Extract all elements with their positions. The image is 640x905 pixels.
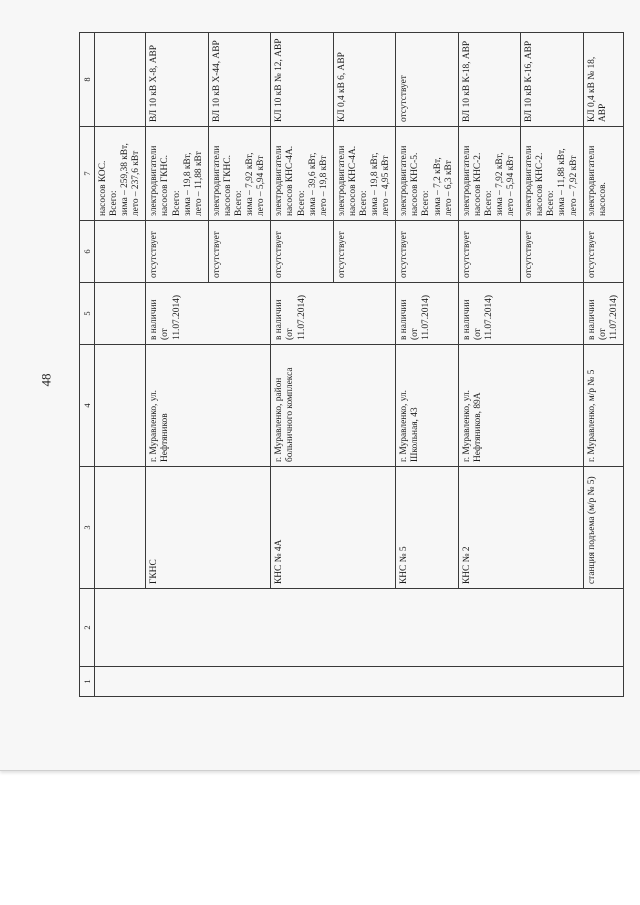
col6-status: отсутствует (458, 221, 520, 283)
object-name: КНС № 5 (396, 467, 458, 589)
col6-status: отсутствует (521, 221, 583, 283)
availability-status: в наличии (от 11.07.2014) (458, 283, 583, 345)
header-cell-1: 1 (80, 667, 95, 697)
table-row (95, 33, 146, 697)
object-name: КНС № 2 (458, 467, 583, 589)
power-source: ВЛ 10 кВ Х-8, АВР (146, 33, 208, 127)
cell-col4 (95, 345, 146, 467)
col6-status: отсутствует (271, 221, 333, 283)
cell-consumers: насосов КОС. Всего: зима – 259,38 кВт, лето – 237,6 кВт (95, 127, 146, 221)
cell-consumers: электродвигатели насосов КНС-4А. Всего: зима – 39,6 кВт, лето – 19,8 кВт (271, 127, 333, 221)
header-cell-5: 5 (80, 283, 95, 345)
object-address: г. Муравленко, ул. Нефтяников (146, 345, 271, 467)
equipment-table (79, 32, 624, 697)
object-address: г. Муравленко, район больничного комплекса (271, 345, 396, 467)
header-number-row (80, 33, 95, 697)
object-name: ГКНС (146, 467, 271, 589)
rotated-table-container (79, 33, 618, 697)
cell-consumers: электродвигатели насосов КНС-4А. Всего: зима – 19,8 кВт, лето – 4,95 кВт (333, 127, 395, 221)
cell-col3 (95, 467, 146, 589)
cell-consumers: электродвигатели насосов КНС-5. Всего: зима – 7,2 кВт, лето – 6,3 кВт (396, 127, 458, 221)
availability-status: в наличии (от 11.07.2014) (396, 283, 458, 345)
power-source: отсутствует (396, 33, 458, 127)
object-address: г. Муравленко, м/р № 5 (583, 345, 623, 467)
object-address: г. Муравленко, ул. Нефтяников, 89А (458, 345, 583, 467)
power-source: КЛ 10 кВ № 12, АВР (271, 33, 333, 127)
availability-status: в наличии (от 11.07.2014) (583, 283, 623, 345)
header-cell-6: 6 (80, 221, 95, 283)
header-cell-3: 3 (80, 467, 95, 589)
object-name: станция подъема (м/р № 5) (583, 467, 623, 589)
power-source: КЛ 0,4 кВ № 18, АВР (583, 33, 623, 127)
object-address: г. Муравленко, ул. Школьная, 43 (396, 345, 458, 467)
power-source: ВЛ 10 кВ К-18, АВР (458, 33, 520, 127)
cell-consumers: электродвигатели насосов КНС-2. Всего: зима – 7,92 кВт, лето – 5,94 кВт (458, 127, 520, 221)
col6-status: отсутствует (208, 221, 270, 283)
power-source: ВЛ 10 кВ К-16, АВР (521, 33, 583, 127)
header-cell-4: 4 (80, 345, 95, 467)
col6-status: отсутствует (146, 221, 208, 283)
page-number: 48 (38, 373, 54, 387)
cell-consumers: электродвигатели насосов ГКНС. Всего: зима – 7,92 кВт, лето – 5,94 кВт (208, 127, 270, 221)
cell-consumers: электродвигатели насосов. (583, 127, 623, 221)
object-name: КНС № 4А (271, 467, 396, 589)
cell-col8 (95, 33, 146, 127)
power-source: ВЛ 10 кВ Х-44, АВР (208, 33, 270, 127)
header-cell-7: 7 (80, 127, 95, 221)
power-source: КЛ 0,4 кВ 6, АВР (333, 33, 395, 127)
header-cell-2: 2 (80, 589, 95, 667)
cell-consumers: электродвигатели насосов КНС-2. Всего: зима – 11,88 кВт, лето – 7,92 кВт (521, 127, 583, 221)
col6-status: отсутствует (333, 221, 395, 283)
cell-col2 (95, 589, 624, 667)
header-cell-8: 8 (80, 33, 95, 127)
cell-consumers: электродвигатели насосов ГКНС. Всего: зима – 19,8 кВт, лето – 11,88 кВт (146, 127, 208, 221)
col6-status: отсутствует (396, 221, 458, 283)
availability-status: в наличии (от 11.07.2014) (271, 283, 396, 345)
cell-col5 (95, 283, 146, 345)
availability-status: в наличии (от 11.07.2014) (146, 283, 271, 345)
col6-status: отсутствует (583, 221, 623, 283)
cell-col6 (95, 221, 146, 283)
cell-col1 (95, 667, 624, 697)
